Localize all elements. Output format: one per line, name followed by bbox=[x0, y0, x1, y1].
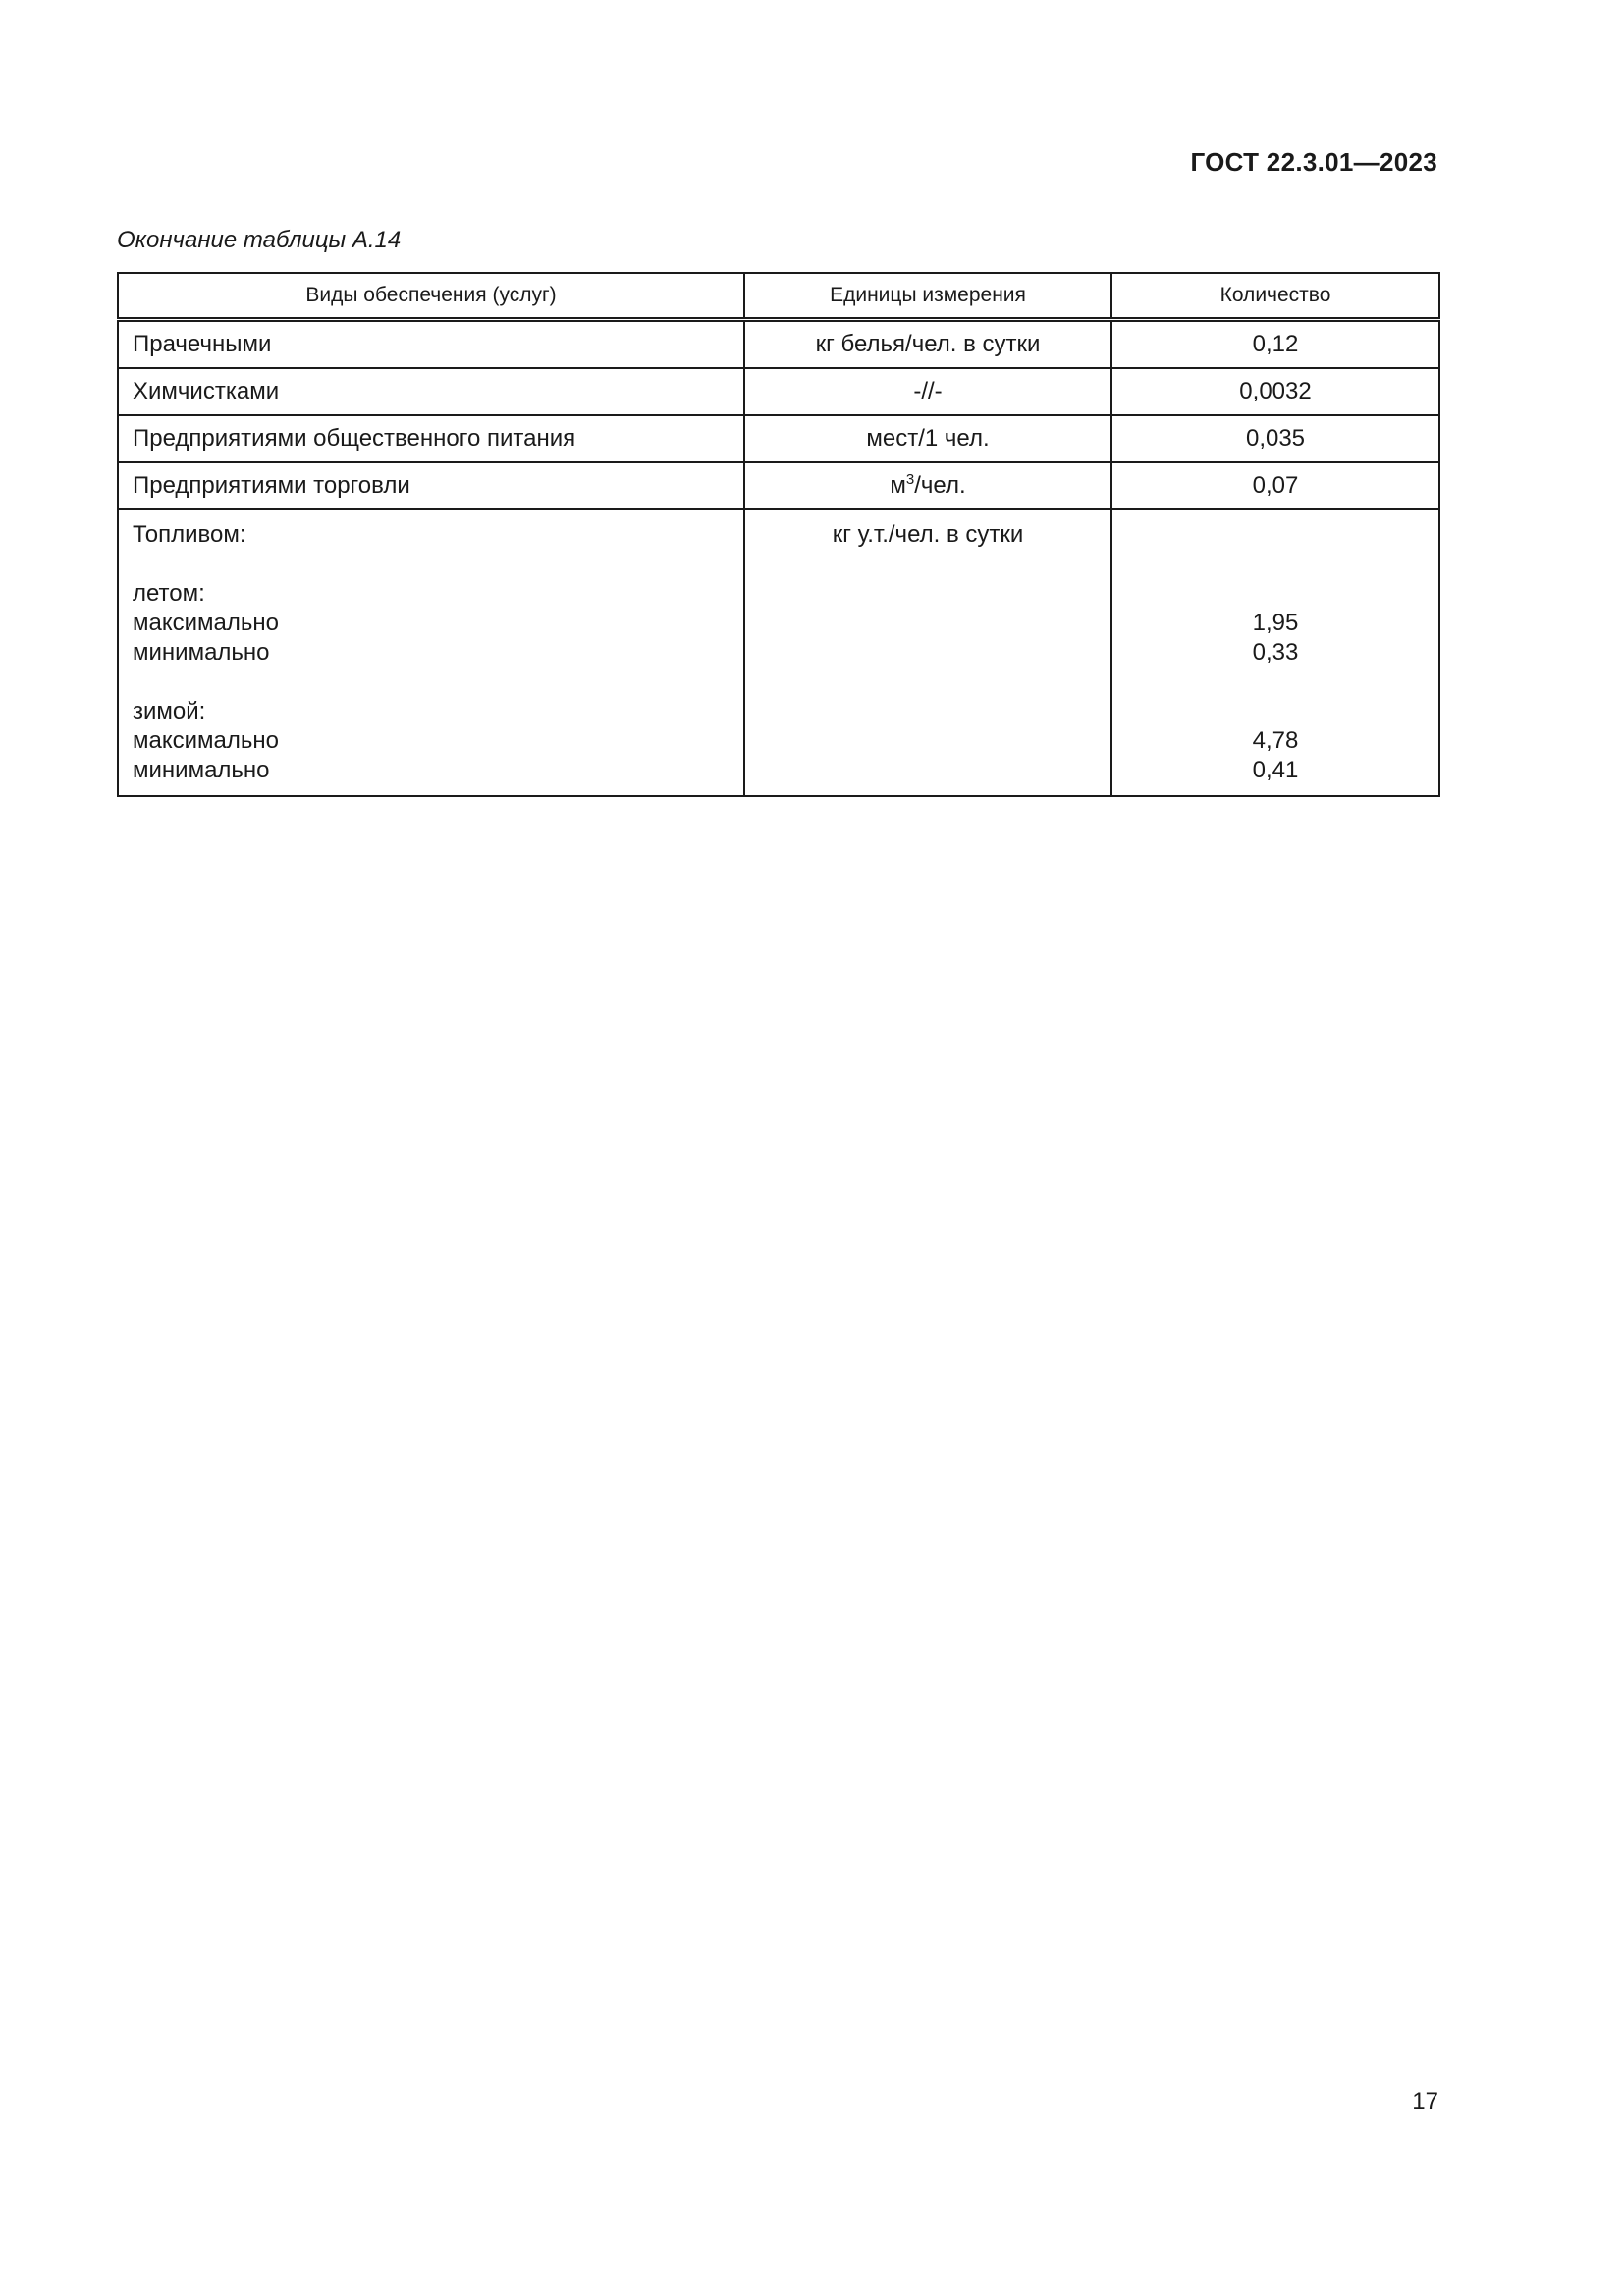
cell-unit: мест/1 чел. bbox=[744, 415, 1111, 462]
summer-max-label: максимально bbox=[133, 610, 279, 636]
winter-min-value: 0,41 bbox=[1252, 757, 1299, 783]
winter-min-label: минимально bbox=[133, 757, 270, 783]
cell-service-name: Предприятиями общественного питания bbox=[118, 415, 744, 462]
cell-service-name: Химчистками bbox=[118, 368, 744, 415]
fuel-label: Топливом: bbox=[133, 521, 246, 548]
cell-fuel-unit bbox=[744, 509, 1111, 796]
fuel-unit: кг у.т./чел. в сутки bbox=[832, 521, 1024, 548]
cell-unit: -//- bbox=[744, 368, 1111, 415]
summer-label: летом: bbox=[133, 580, 205, 607]
cell-fuel-values bbox=[1111, 509, 1439, 796]
cell-quantity: 0,0032 bbox=[1111, 368, 1439, 415]
winter-label: зимой: bbox=[133, 698, 206, 724]
table-row bbox=[118, 462, 1439, 509]
cell-unit: кг белья/чел. в сутки bbox=[744, 320, 1111, 369]
column-header-quantity: Количество bbox=[1111, 273, 1439, 320]
summer-min-value: 0,33 bbox=[1252, 639, 1299, 666]
services-table bbox=[117, 272, 1440, 797]
table-caption: Окончание таблицы А.14 bbox=[117, 227, 402, 253]
standard-code: ГОСТ 22.3.01—2023 bbox=[1190, 147, 1437, 177]
cell-service-name: Предприятиями торговли bbox=[118, 462, 744, 509]
cell-quantity: 0,12 bbox=[1111, 320, 1439, 369]
table-header-row bbox=[118, 273, 1439, 320]
page-number: 17 bbox=[1412, 2088, 1438, 2114]
summer-min-label: минимально bbox=[133, 639, 270, 666]
cell-unit bbox=[744, 462, 1111, 509]
column-header-unit: Единицы измерения bbox=[744, 273, 1111, 320]
winter-max-value: 4,78 bbox=[1252, 727, 1299, 754]
cell-fuel-names bbox=[118, 509, 744, 796]
unit-base: м bbox=[890, 472, 906, 499]
cell-quantity: 0,035 bbox=[1111, 415, 1439, 462]
table-row-fuel bbox=[118, 509, 1439, 796]
winter-max-label: максимально bbox=[133, 727, 279, 754]
table-row bbox=[118, 415, 1439, 462]
summer-max-value: 1,95 bbox=[1252, 610, 1299, 636]
cell-service-name: Прачечными bbox=[118, 320, 744, 369]
column-header-service-type: Виды обеспечения (услуг) bbox=[118, 273, 744, 320]
unit-superscript: 3 bbox=[905, 471, 915, 488]
table-row bbox=[118, 320, 1439, 369]
table-row bbox=[118, 368, 1439, 415]
cell-quantity: 0,07 bbox=[1111, 462, 1439, 509]
unit-rest: /чел. bbox=[914, 472, 966, 499]
